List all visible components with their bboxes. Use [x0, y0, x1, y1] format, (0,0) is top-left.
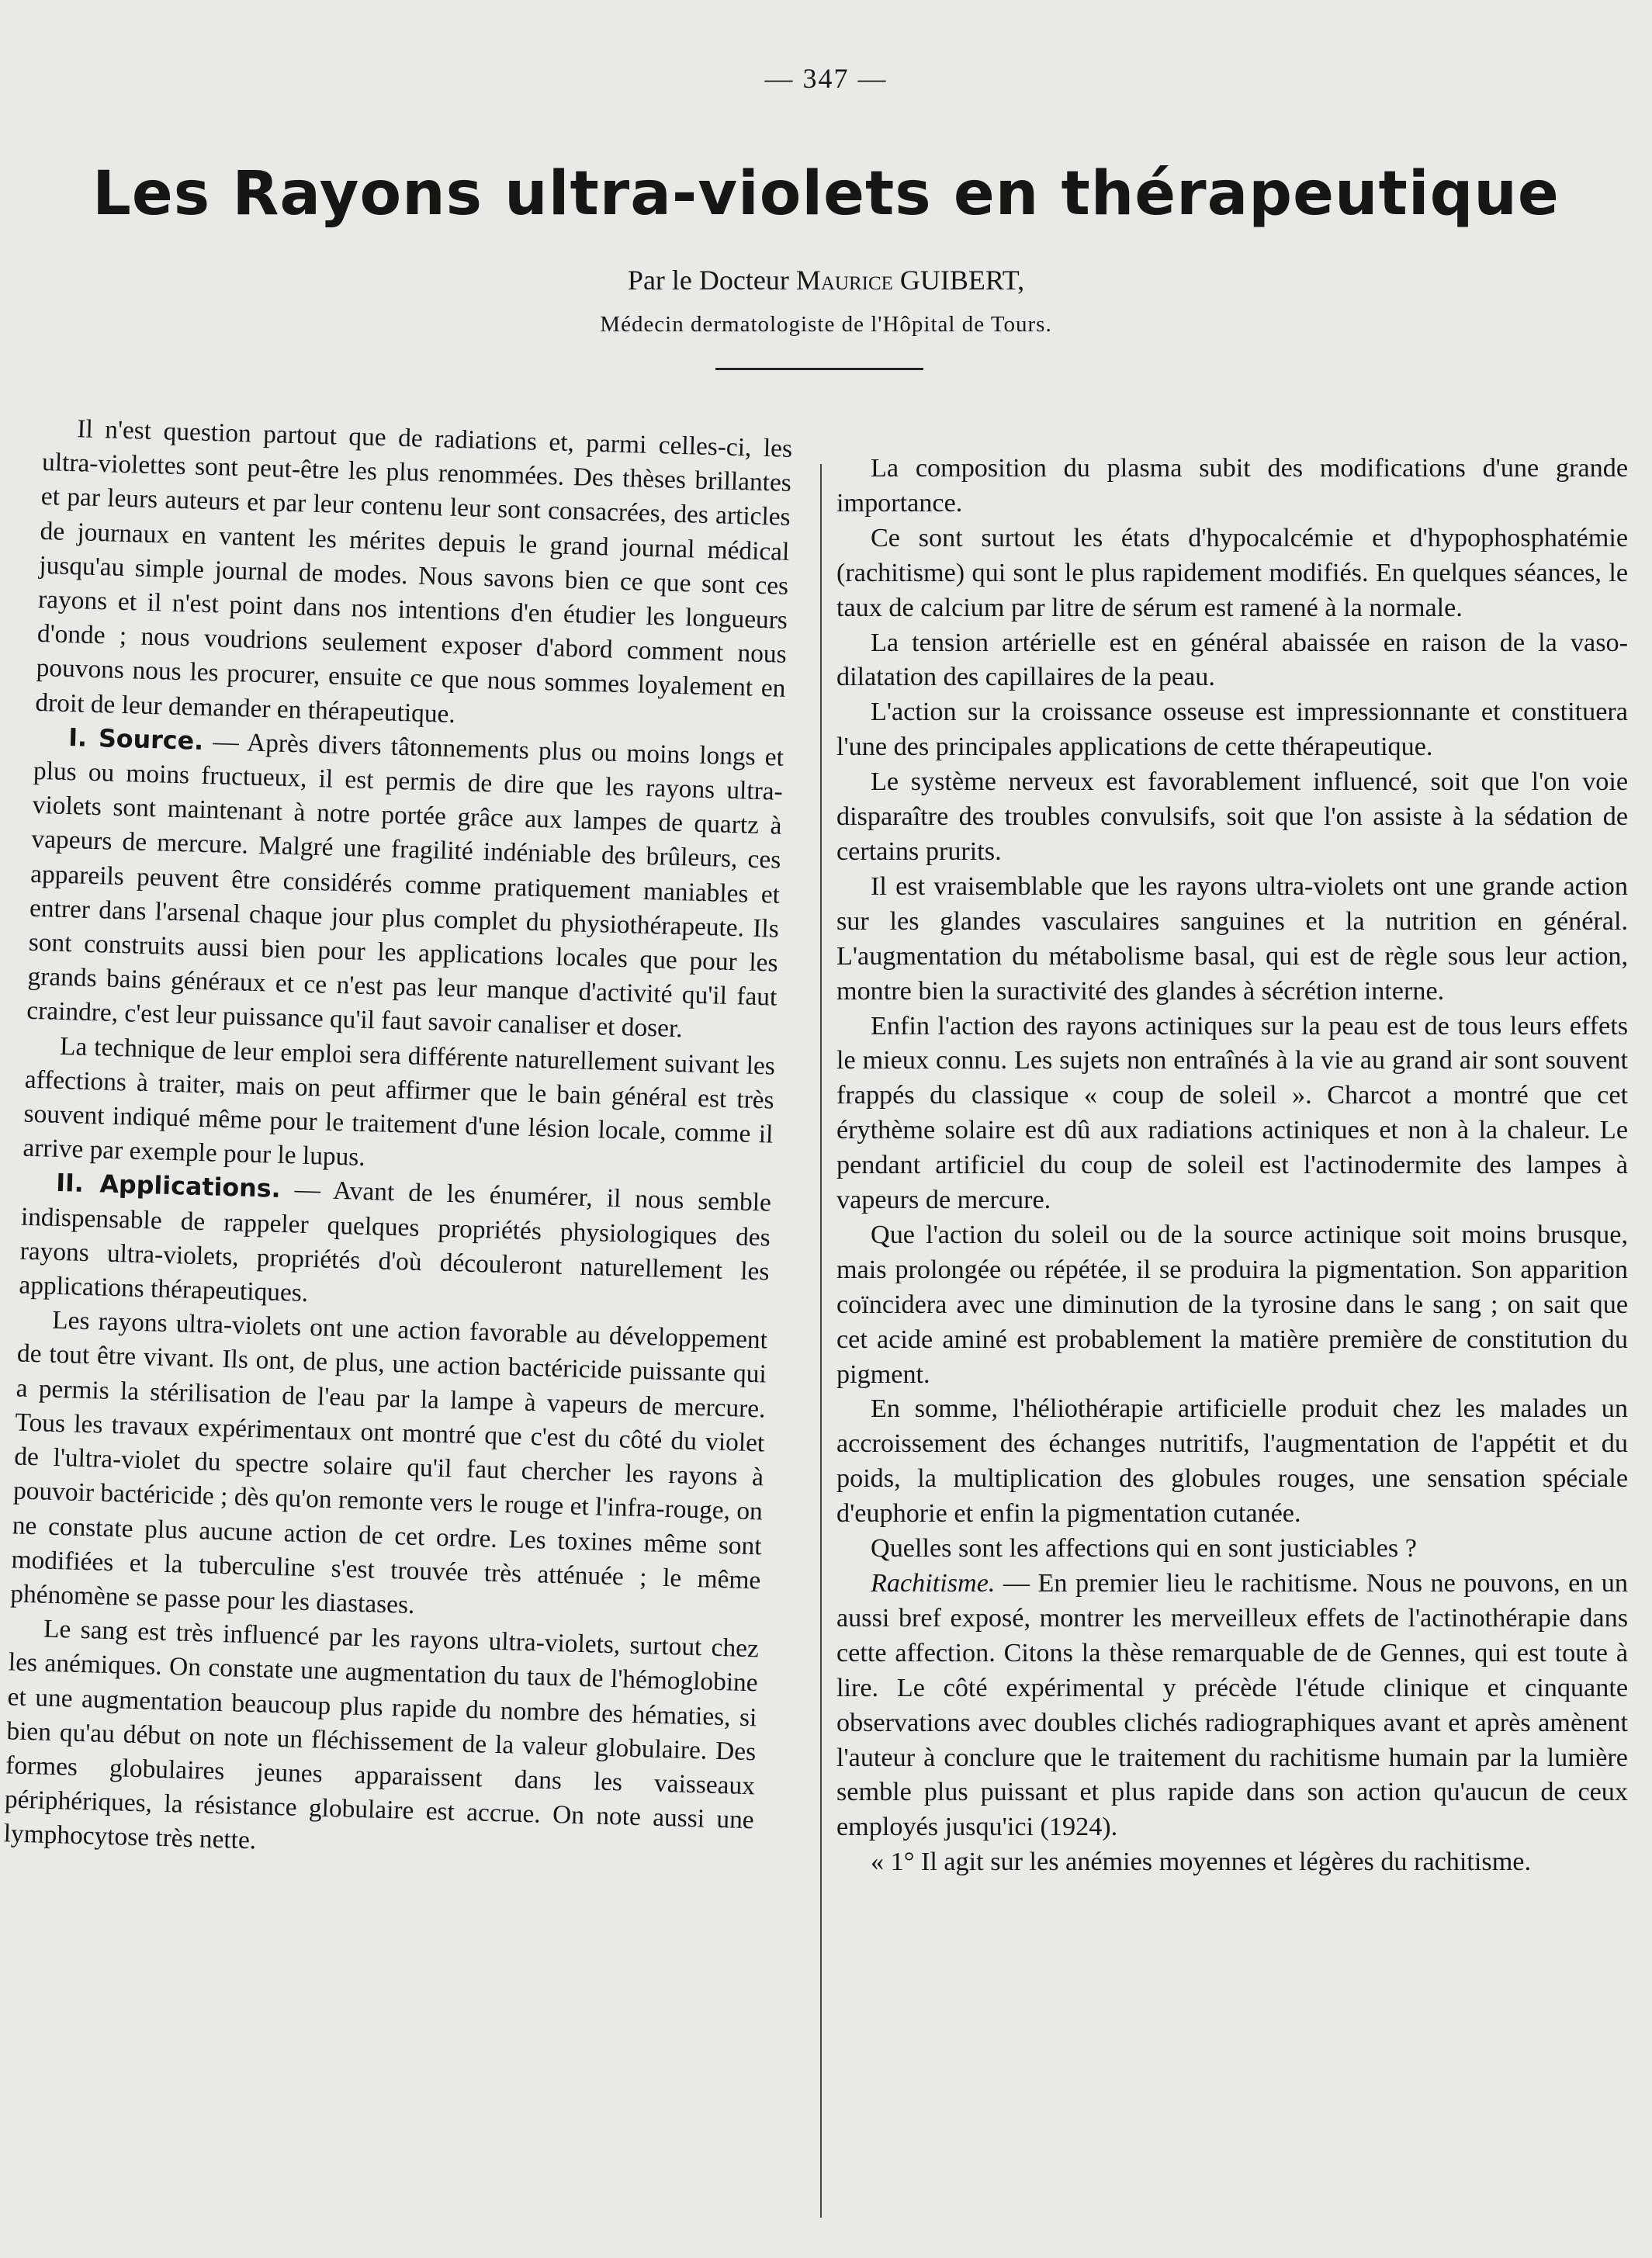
left-column [3, 411, 792, 1872]
page-number: — 347 — [764, 63, 888, 94]
author-affiliation: Médecin dermatologiste de l'Hôpital de Tours. [600, 312, 1052, 337]
paragraph-sang [3, 1612, 759, 1872]
paragraph-bactericide [10, 1303, 768, 1633]
paragraph-pigmentation [836, 1218, 1628, 1393]
paragraph-croissance [836, 695, 1628, 765]
paragraph-text: Ce sont surtout les états d'hypocalcémie et d'hypophosphatémie (rachitisme) qui sont le plus rapidement modifiés. En quelques séances, le taux de calcium par litre de sérum est ramené à la normale. [836, 523, 1628, 622]
paragraph-text: Enfin l'action des rayons actiniques sur la peau est de tous leurs effets le mieux connu. Les sujets non entraînés à la vie au grand air sont souvent frappés du classique « coup de soleil ». Charcot a montré que cet érythème solaire est dû aux radiations actiniques et non à la chaleur. Le pendant artificiel du coup de soleil est l'actinodermite des lampes à vapeurs de mercure. [836, 1011, 1628, 1215]
paragraph-text: Il est vraisemblable que les rayons ultra-violets ont une grande action sur les glandes vasculaires sanguines et la nutrition en général. L'augmentation du métabolisme basal, qui est de règle sous leur action, montre bien la suractivité des glandes à sécrétion interne. [836, 871, 1628, 1006]
paragraph-somme [836, 1392, 1628, 1532]
paragraph-glandes [836, 870, 1628, 1010]
paragraph-text: Que l'action du soleil ou de la source actinique soit moins brusque, mais prolongée ou répétée, il se produira la pigmentation. Son apparition coïncidera avec une diminution de la tyrosine dans le sang ; on sait que cet acide aminé est probablement la matière première de constitution du pigment. [836, 1220, 1628, 1389]
paragraph-intro [35, 411, 793, 741]
paragraph-question [836, 1532, 1628, 1567]
paragraph-text: Le sang est très influencé par les rayons ultra-violets, surtout chez les anémiques. On constate une augmentation du taux de l'hémoglobine et une augmentation beaucoup plus rapide du nombre des hématies, si bien qu'au début on note un fléchissement de la valeur globulaire. Des formes globulaires jeunes apparaissent dans les vaisseaux périphériques, la résistance globulaire est accrue. On note aussi une lymphocytose très nette. [3, 1614, 760, 1855]
paragraph-text: Le système nerveux est favorablement influencé, soit que l'on voie disparaître des troubles convulsifs, soit que l'on assiste à la sédation de certains prurits. [836, 767, 1628, 866]
rachitisme-lead: Rachitisme. [871, 1569, 996, 1598]
paragraph-text: La composition du plasma subit des modifications d'une grande importance. [836, 454, 1628, 518]
paragraph-technique [23, 1028, 776, 1186]
paragraph-applications [19, 1165, 772, 1324]
paragraph-text: Les rayons ultra-violets ont une action favorable au développement de tout être vivant. Ils ont, de plus, une action bactéricide puissante qui a permis la stérilisation de l'eau par la lampe à vapeurs de mercure. Tous les travaux expérimentaux ont montré que c'est du côté du violet de l'ultra-violet du spectre solaire qu'il faut chercher les rayons à pouvoir bactéricide ; dès qu'on remonte vers le rouge et l'infra-rouge, on ne constate plus aucune action de cet ordre. Les toxines même sont modifiées et la tuberculine s'est trouvée très atténuée ; le même phénomène se passe pour les diastases. [9, 1306, 768, 1619]
right-column [836, 452, 1628, 1880]
paragraph-peau [836, 1010, 1628, 1218]
paragraph-plasma [836, 452, 1628, 521]
author-first-name: Maurice [795, 265, 893, 296]
author-last-name: GUIBERT, [899, 265, 1025, 296]
paragraph-tension [836, 626, 1628, 696]
paragraph-text: La tension artérielle est en général abaissée en raison de la vaso-dilatation des capillaires de la peau. [836, 628, 1628, 692]
paragraph-text: — En premier lieu le rachitisme. Nous ne pouvons, en un aussi bref exposé, montrer les merveilleux effets de l'actinothérapie dans cette affection. Citons la thèse remarquable de de Gennes, qui est toute à lire. Le côté expérimental y précède l'étude clinique et cinquante observations avec doubles clichés radiographiques avant et après amènent l'auteur à conclure que le traitement du rachitisme humain par la lumière semble plus puissant et plus rapide dans son action qu'aucun de ceux employés jusqu'ici (1924). [836, 1569, 1628, 1842]
paragraph-nerveux [836, 765, 1628, 870]
byline-prefix: Par le Docteur [627, 265, 789, 296]
paragraph-text: « 1° Il agit sur les anémies moyennes et légères du rachitisme. [871, 1848, 1532, 1877]
byline [0, 264, 1652, 296]
paragraph-text: — Après divers tâtonnements plus ou moins longs et plus ou moins fructueux, il est permis de dire que les rayons ultra-violets sont maintenant à notre portée grâce aux lampes de quartz à vapeurs de mercure. Malgré une fragilité indéniable des brûleurs, ces appareils peuvent être considérés comme pratiquement maniables et entrer dans l'arsenal chaque jour plus complet du physiothérapeute. Ils sont construits aussi bien pour les applications locales que pour les grands bains généraux et ce n'est pas leur manque d'activité qu'il faut craindre, c'est leur puissance qu'il faut savoir canaliser et doser. [26, 726, 784, 1044]
paragraph-anemies [836, 1845, 1628, 1880]
section-heading-source: I. Source. [68, 723, 204, 756]
column-divider [820, 464, 822, 2218]
paragraph-text: En somme, l'héliothérapie artificielle produit chez les malades un accroissement des échanges nutritifs, l'augmentation de l'appétit et du poids, la multiplication des globules rouges, une sensation spéciale d'euphorie et enfin la pigmentation cutanée. [836, 1394, 1628, 1529]
paragraph-text: Quelles sont les affections qui en sont justiciables ? [871, 1534, 1417, 1564]
paragraph-text: La technique de leur emploi sera différente naturellement suivant les affections à traiter, mais on peut affirmer que le bain général est très souvent indiqué même pour le traitement d'une lésion locale, comme il arrive par exemple pour le lupus. [22, 1031, 776, 1172]
article-title: Les Rayons ultra-violets en thérapeutique [92, 159, 1560, 229]
paragraph-rachitisme [836, 1567, 1628, 1845]
paragraph-text: — Avant de les énumérer, il nous semble indispensable de rappeler quelques propriétés physiologiques des rayons ultra-violets, propriétés d'où découleront naturellement les applications thérapeutiques. [19, 1175, 772, 1308]
paragraph-source [26, 720, 784, 1050]
paragraph-text: Il n'est question partout que de radiations et, parmi celles-ci, les ultra-violettes sont peut-être les plus renommées. Des thèses brillantes et par leurs auteurs et par leur contenu leur sont consacrées, des articles de journaux en vantent les mérites depuis le grand journal médical jusqu'au simple journal de modes. Nous savons bien ce que sont ces rayons et il n'est point dans nos intentions d'en étudier les longueurs d'onde ; nous voudrions seulement exposer d'abord comment nous pouvons nous les procurer, ensuite ce que nous sommes loyalement en droit de leur demander en thérapeutique. [35, 414, 793, 729]
title-separator-rule [715, 368, 923, 370]
paragraph-hypocalcemie [836, 521, 1628, 626]
paragraph-text: L'action sur la croissance osseuse est impressionnante et constituera l'une des principales applications de cette thérapeutique. [836, 698, 1628, 762]
section-heading-applications: II. Applications. [55, 1169, 282, 1204]
